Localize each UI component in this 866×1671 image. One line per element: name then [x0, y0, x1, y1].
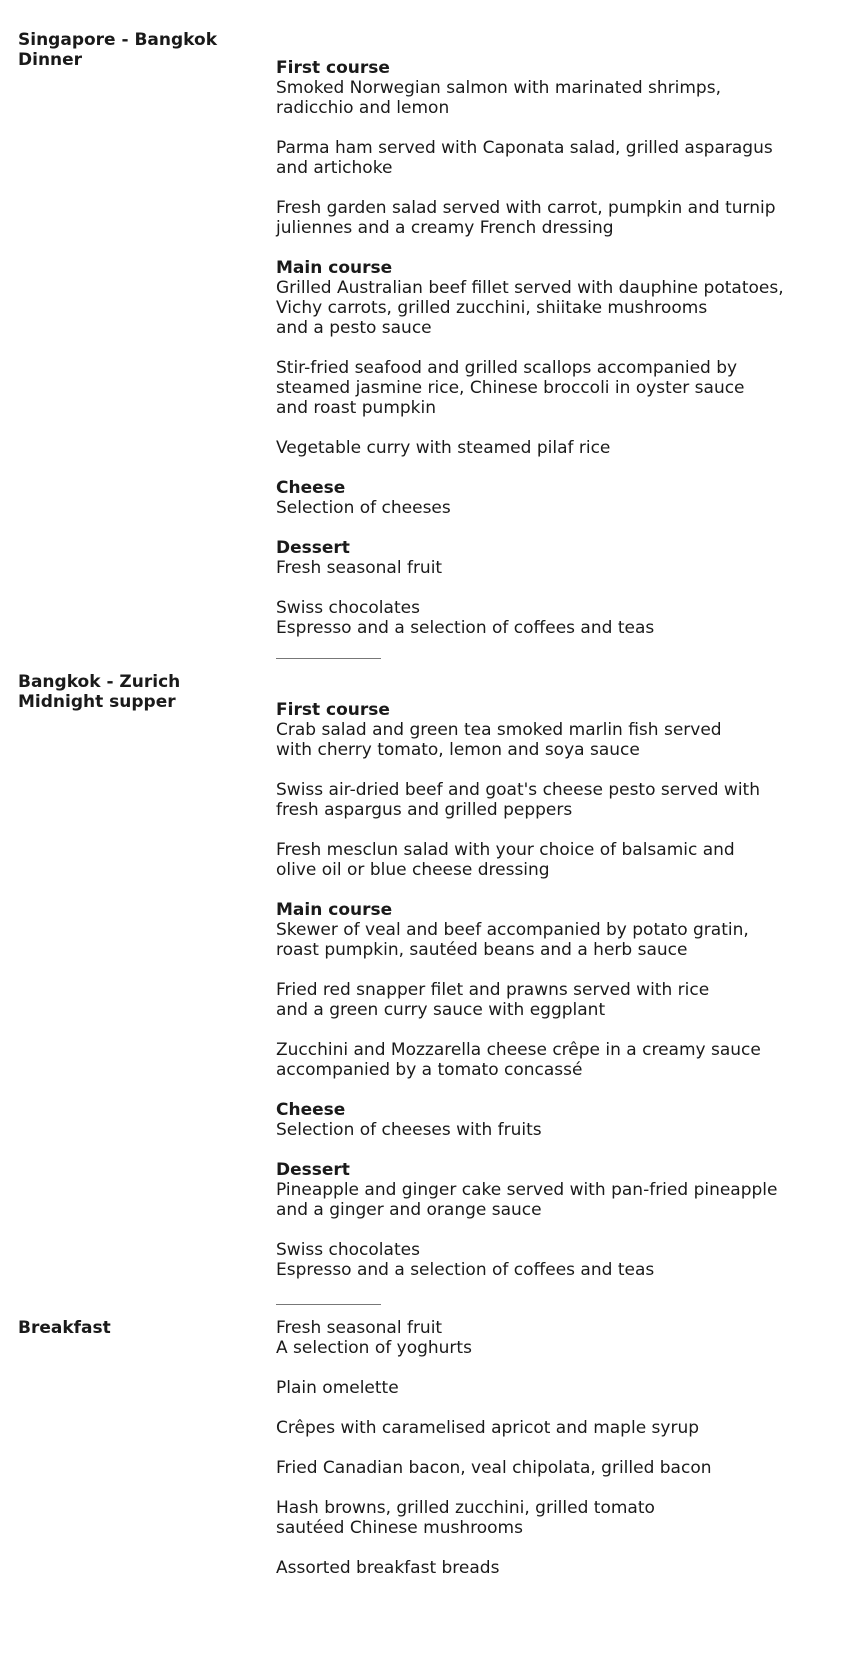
menu-item: [276, 1160, 836, 1220]
menu-item-line: Vichy carrots, grilled zucchini, shiitake mushrooms: [276, 298, 708, 318]
menu-item: [276, 258, 836, 338]
menu-item-line: roast pumpkin, sautéed beans and a herb sauce: [276, 940, 688, 960]
menu-item-line: radicchio and lemon: [276, 98, 450, 118]
menu-item-line: Fresh seasonal fruit: [276, 558, 443, 578]
route-heading: [18, 672, 258, 712]
menu-item-line: Grilled Australian beef fillet served with dauphine potatoes,: [276, 278, 784, 298]
menu-item-line: steamed jasmine rice, Chinese broccoli in oyster sauce: [276, 378, 745, 398]
menu-item-line: Plain omelette: [276, 1378, 399, 1398]
menu-item-line: Assorted breakfast breads: [276, 1558, 500, 1578]
menu-item-line: and roast pumpkin: [276, 398, 437, 418]
course-title: Dessert: [276, 1160, 350, 1180]
menu-column: [276, 58, 836, 658]
menu-item: [276, 980, 836, 1020]
menu-item-line: Swiss air-dried beef and goat's cheese pesto served with: [276, 780, 760, 800]
menu-item-line: and a green curry sauce with eggplant: [276, 1000, 606, 1020]
course-block: [276, 58, 836, 238]
course-block: [276, 900, 836, 1080]
menu-item-line: fresh aspargus and grilled peppers: [276, 800, 573, 820]
menu-column: [276, 700, 836, 1300]
menu-item-line: Selection of cheeses with fruits: [276, 1120, 542, 1140]
menu-item-line: Fresh mesclun salad with your choice of balsamic and: [276, 840, 735, 860]
course-title: Cheese: [276, 478, 346, 498]
course-block: [276, 1160, 836, 1220]
meal-name: Dinner: [18, 50, 83, 70]
menu-item: [276, 1418, 836, 1438]
course-block: [276, 538, 836, 578]
menu-item: [276, 1498, 836, 1538]
menu-item: [276, 1378, 836, 1398]
route-title: Singapore - Bangkok: [18, 30, 218, 50]
course-title: Cheese: [276, 1100, 346, 1120]
menu-item: [276, 1040, 836, 1080]
menu-item-line: Espresso and a selection of coffees and teas: [276, 1260, 655, 1280]
menu-item-line: and artichoke: [276, 158, 393, 178]
menu-item: [276, 1240, 836, 1280]
course-block: [276, 1240, 836, 1280]
menu-item: [276, 1458, 836, 1478]
menu-item-line: Espresso and a selection of coffees and teas: [276, 618, 655, 638]
course-title: Dessert: [276, 538, 350, 558]
menu-item: [276, 1558, 836, 1578]
route-title: Bangkok - Zurich: [18, 672, 181, 692]
menu-item: [276, 58, 836, 118]
course-title: Main course: [276, 900, 393, 920]
menu-item: [276, 700, 836, 760]
menu-item-line: Swiss chocolates: [276, 1240, 420, 1260]
course-block: [276, 598, 836, 638]
course-block: [276, 1100, 836, 1140]
menu-item-line: Zucchini and Mozzarella cheese crêpe in a creamy sauce: [276, 1040, 761, 1060]
menu-item: [276, 478, 836, 518]
menu-item-line: Fresh seasonal fruit: [276, 1318, 443, 1338]
course-title: First course: [276, 58, 390, 78]
menu-item: [276, 538, 836, 578]
menu-item-line: Fried Canadian bacon, veal chipolata, grilled bacon: [276, 1458, 712, 1478]
menu-item-line: Swiss chocolates: [276, 598, 420, 618]
menu-item: [276, 780, 836, 820]
section-divider: [276, 1304, 381, 1305]
menu-item-line: Selection of cheeses: [276, 498, 451, 518]
menu-item: [276, 438, 836, 458]
menu-item-line: juliennes and a creamy French dressing: [276, 218, 614, 238]
menu-item-line: with cherry tomato, lemon and soya sauce: [276, 740, 640, 760]
menu-item: [276, 1318, 836, 1358]
menu-item-line: A selection of yoghurts: [276, 1338, 472, 1358]
menu-item: [276, 358, 836, 418]
menu-item-line: Parma ham served with Caponata salad, grilled asparagus: [276, 138, 773, 158]
menu-item: [276, 598, 836, 638]
menu-item-line: Crab salad and green tea smoked marlin fish served: [276, 720, 722, 740]
menu-item-line: Vegetable curry with steamed pilaf rice: [276, 438, 611, 458]
menu-column: [276, 1318, 836, 1598]
menu-item-line: Hash browns, grilled zucchini, grilled tomato: [276, 1498, 655, 1518]
menu-item: [276, 138, 836, 178]
course-block: [276, 258, 836, 458]
menu-item: [276, 1100, 836, 1140]
menu-item-line: Skewer of veal and beef accompanied by potato gratin,: [276, 920, 749, 940]
menu-item: [276, 198, 836, 238]
menu-item-line: Crêpes with caramelised apricot and maple syrup: [276, 1418, 700, 1438]
menu-item-line: and a ginger and orange sauce: [276, 1200, 542, 1220]
course-title: Main course: [276, 258, 393, 278]
route-heading: [18, 1318, 258, 1338]
menu-item-line: olive oil or blue cheese dressing: [276, 860, 550, 880]
menu-item-line: Smoked Norwegian salmon with marinated shrimps,: [276, 78, 721, 98]
menu-item: [276, 840, 836, 880]
course-title: First course: [276, 700, 390, 720]
menu-item-line: sautéed Chinese mushrooms: [276, 1518, 523, 1538]
menu-item-line: Fresh garden salad served with carrot, pumpkin and turnip: [276, 198, 776, 218]
course-block: [276, 478, 836, 518]
course-block: [276, 700, 836, 880]
menu-item-line: accompanied by a tomato concassé: [276, 1060, 583, 1080]
route-heading: [18, 30, 258, 70]
meal-name: Midnight supper: [18, 692, 176, 712]
menu-item-line: and a pesto sauce: [276, 318, 432, 338]
section-divider: [276, 658, 381, 659]
menu-item-line: Pineapple and ginger cake served with pan-fried pineapple: [276, 1180, 778, 1200]
course-block: [276, 1318, 836, 1578]
menu-item-line: Fried red snapper filet and prawns served with rice: [276, 980, 710, 1000]
menu-item: [276, 900, 836, 960]
menu-item-line: Stir-fried seafood and grilled scallops accompanied by: [276, 358, 738, 378]
route-title: Breakfast: [18, 1318, 111, 1338]
